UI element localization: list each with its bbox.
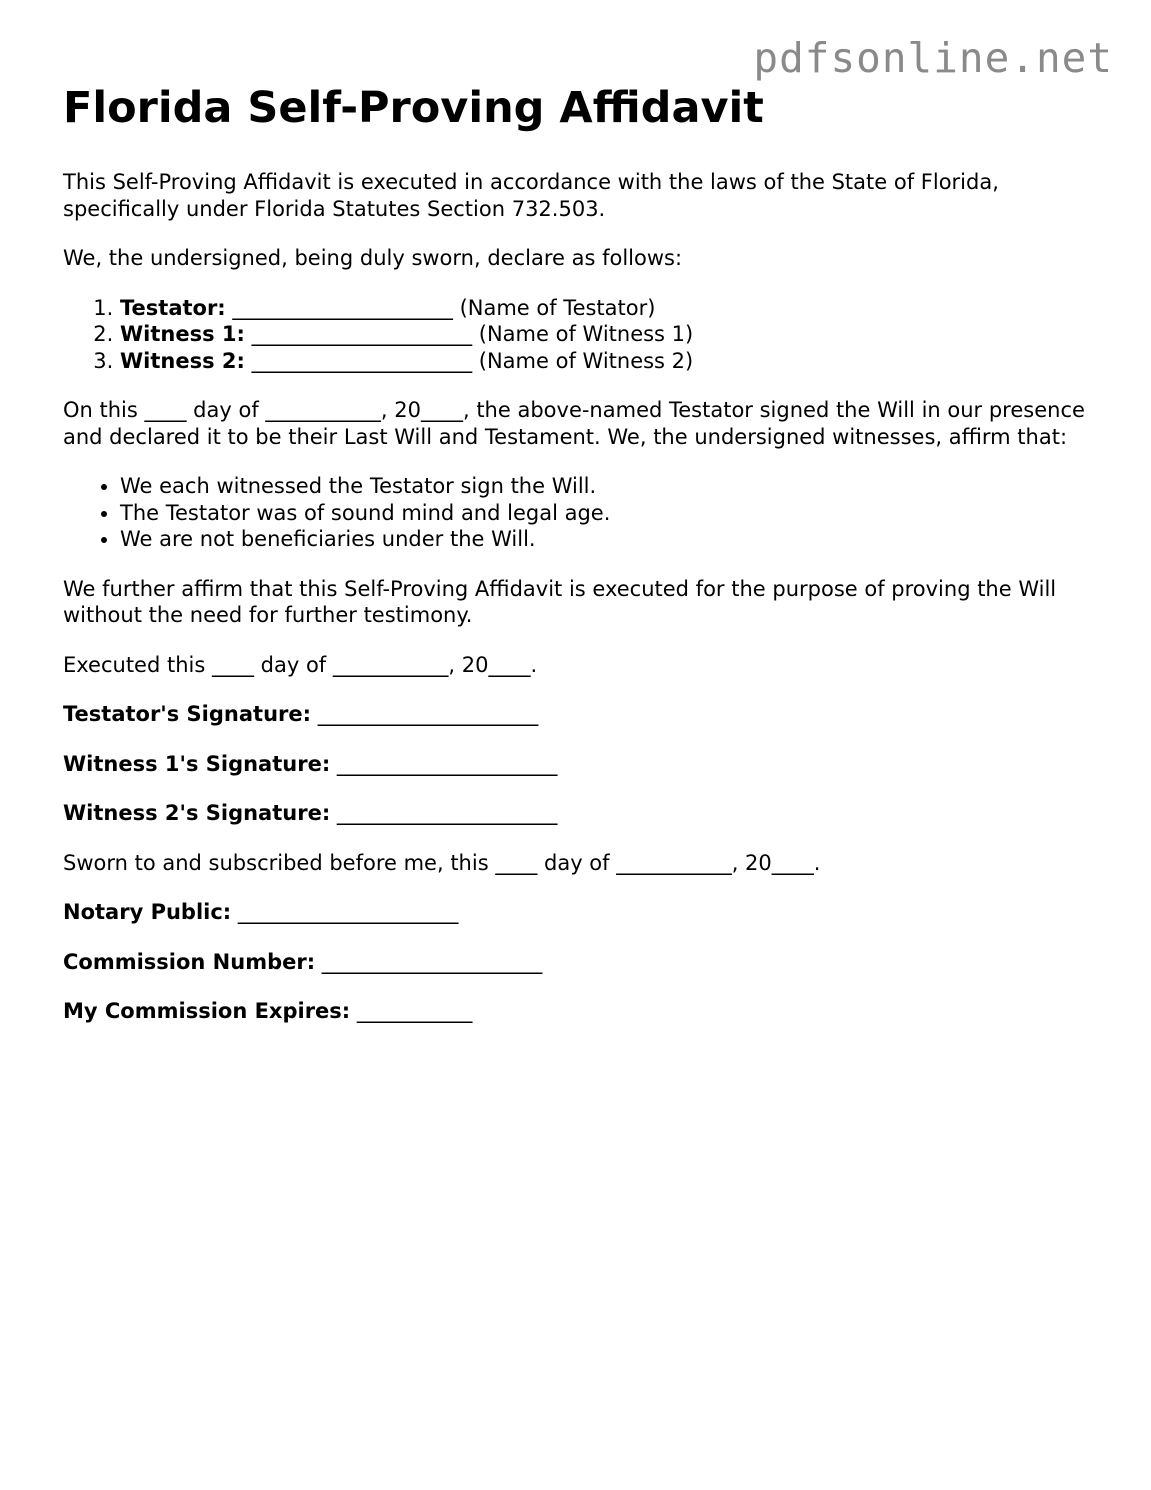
further-affirm-paragraph: We further affirm that this Self-Proving Affidavit is executed for the purpose of proving the Will without the need for further testimony. <box>63 576 1057 627</box>
notary-blank: _____________________ <box>315 949 543 974</box>
affirmations-list <box>63 473 1093 553</box>
watermark: pdfsonline.net <box>753 34 1113 82</box>
notary-label: My Commission Expires: <box>63 999 351 1023</box>
sworn-line: Sworn to and subscribed before me, this ____ day of ___________, 20____. <box>63 850 821 875</box>
signature-label: Witness 1's Signature: <box>63 751 331 776</box>
party-blank: _____________________ (Name of Testator) <box>225 295 656 320</box>
party-blank: _____________________ (Name of Witness 2) <box>244 348 694 373</box>
party-label: Testator: <box>120 295 226 320</box>
signature-blank: _____________________ <box>311 702 539 726</box>
affirmation-item: • The Testator was of sound mind and legal age. <box>120 500 1093 527</box>
executed-line: Executed this ____ day of ___________, 20____. <box>63 652 538 677</box>
declaration-paragraph: We, the undersigned, being duly sworn, declare as follows: <box>63 246 683 270</box>
commission-number-line <box>63 949 1093 976</box>
witness-2-signature-line <box>63 800 1093 827</box>
party-testator <box>120 295 1093 322</box>
witness-1-signature-line <box>63 751 1093 778</box>
signing-paragraph: On this ____ day of ___________, 20____, the above-named Testator signed the Will in our presence and declared it to be their Last Will and Testament. We, the undersigned witnesses, affirm that: <box>63 398 1085 449</box>
affirmation-item: • We are not beneficiaries under the Will. <box>120 526 1093 553</box>
notary-blank: ___________ <box>350 999 473 1023</box>
signature-blank: _____________________ <box>330 751 558 776</box>
notary-blank: _____________________ <box>231 900 459 924</box>
testator-signature-line <box>63 701 1093 728</box>
notary-label: Notary Public: <box>63 900 232 924</box>
parties-list <box>63 295 1093 375</box>
signature-blank: _____________________ <box>330 801 558 825</box>
party-label: Witness 2: <box>120 348 245 373</box>
intro-paragraph: This Self-Proving Affidavit is executed in accordance with the laws of the State of Florida, specifically under Florida Statutes Section 732.503. <box>63 170 999 221</box>
document-page <box>63 80 1093 1025</box>
notary-public-line <box>63 899 1093 926</box>
party-witness-2 <box>120 348 1093 375</box>
affirmation-item: • We each witnessed the Testator sign the Will. <box>120 473 1093 500</box>
commission-expires-line <box>63 998 1093 1025</box>
party-blank: _____________________ (Name of Witness 1) <box>244 322 694 346</box>
party-label: Witness 1: <box>120 322 245 346</box>
notary-label: Commission Number: <box>63 949 316 974</box>
party-witness-1 <box>120 321 1093 348</box>
document-title: Florida Self-Proving Affidavit <box>63 83 764 133</box>
signature-label: Witness 2's Signature: <box>63 801 331 825</box>
signature-label: Testator's Signature: <box>63 702 312 726</box>
